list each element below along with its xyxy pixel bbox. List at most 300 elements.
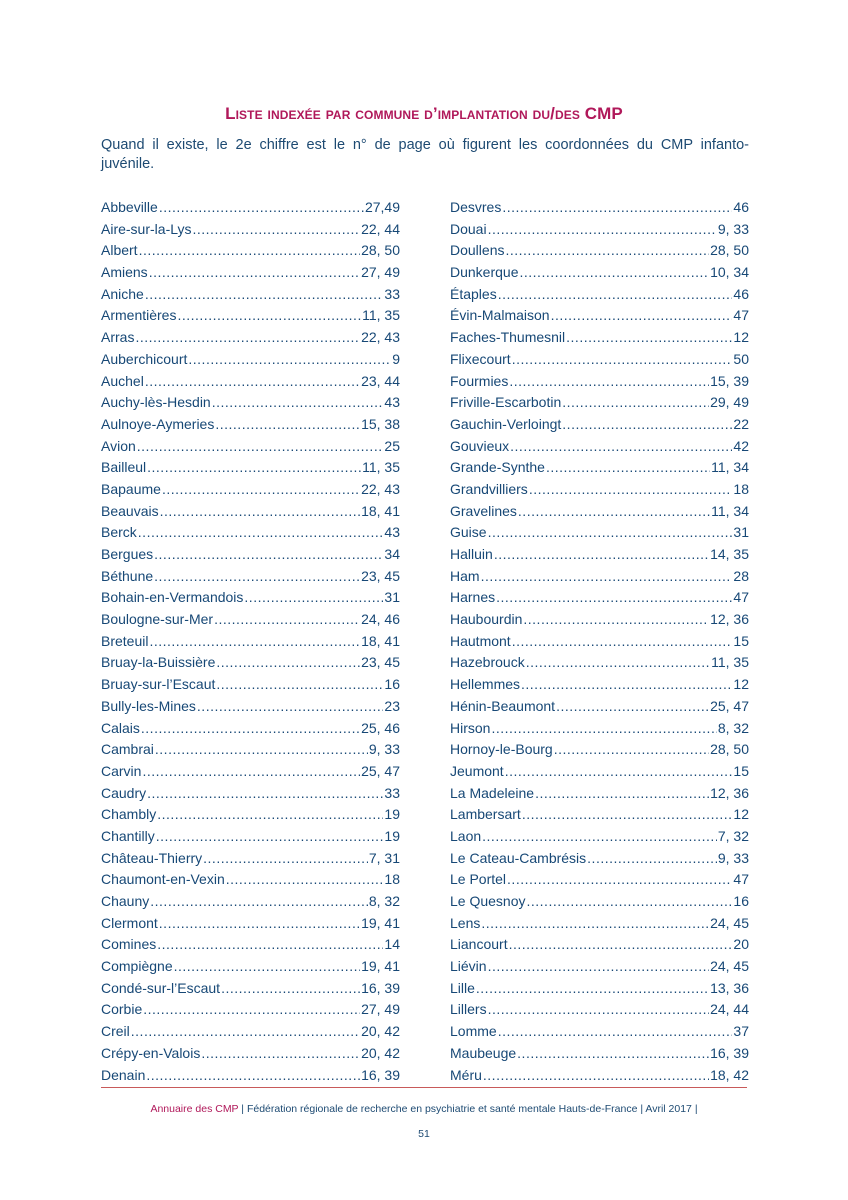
- page-references: 47: [733, 307, 749, 324]
- index-entry: [450, 631, 749, 653]
- index-entry: [450, 761, 749, 783]
- index-entry: [450, 869, 749, 891]
- page-references: 23, 45: [361, 567, 400, 584]
- dot-leader: [505, 761, 733, 783]
- commune-name: Abbeville: [101, 199, 158, 215]
- dot-leader: [159, 197, 364, 219]
- page-references: 28: [733, 567, 749, 584]
- commune-name: Breteuil: [101, 632, 149, 649]
- index-entry: [450, 891, 749, 913]
- dot-leader: [156, 826, 384, 848]
- dot-leader: [488, 956, 709, 978]
- index-entry: [450, 587, 749, 609]
- page-references: 12: [733, 676, 749, 693]
- commune-name: Chambly: [101, 806, 157, 823]
- page-references: 28, 50: [710, 242, 749, 259]
- dot-leader: [488, 219, 717, 241]
- index-entry: [450, 349, 749, 371]
- dot-leader: [149, 262, 360, 284]
- index-entry: [101, 566, 400, 588]
- page-references: 11, 35: [711, 654, 749, 671]
- dot-leader: [177, 305, 361, 327]
- index-entry: [101, 392, 400, 414]
- page-references: 43: [384, 524, 400, 541]
- dot-leader: [160, 501, 360, 523]
- page-references: 16, 39: [710, 1044, 749, 1061]
- page-references: 46: [733, 285, 749, 302]
- page-references: 12: [733, 329, 749, 346]
- dot-leader: [149, 631, 360, 653]
- page-references: 25: [384, 437, 400, 454]
- index-entry: [101, 848, 400, 870]
- dot-leader: [201, 1043, 360, 1065]
- page-references: 42: [733, 437, 749, 454]
- page-references: 28, 50: [710, 741, 749, 758]
- dot-leader: [174, 956, 360, 978]
- page-references: 31: [384, 589, 400, 606]
- commune-name: Dunkerque: [450, 264, 519, 281]
- index-entry: [450, 978, 749, 1000]
- page-references: 22, 43: [361, 329, 400, 346]
- page-references: 46: [733, 199, 749, 215]
- page-references: 11, 34: [711, 502, 749, 519]
- page-references: 24, 45: [710, 914, 749, 931]
- commune-name: Gouvieux: [450, 437, 510, 454]
- commune-name: Aniche: [101, 285, 144, 302]
- index-entry: [101, 761, 400, 783]
- index-entry: [450, 501, 749, 523]
- index-entry: [101, 240, 400, 262]
- commune-name: Hornoy-le-Bourg: [450, 741, 553, 758]
- commune-name: Doullens: [450, 242, 505, 259]
- index-entry: [450, 305, 749, 327]
- commune-name: Comines: [101, 936, 157, 953]
- commune-name: Chantilly: [101, 827, 155, 844]
- dot-leader: [154, 544, 383, 566]
- index-entry: [101, 414, 400, 436]
- index-entry: [450, 739, 749, 761]
- footer-organization: Fédération régionale de recherche en psychiatrie et santé mentale Hauts-de-France: [246, 1103, 638, 1115]
- page-references: 34: [384, 546, 400, 562]
- index-entry: [101, 479, 400, 501]
- commune-name: Bruay-sur-l’Escaut: [101, 676, 216, 693]
- commune-name: Amiens: [101, 264, 148, 281]
- commune-name: Gravelines: [450, 502, 517, 519]
- index-entry: [101, 262, 400, 284]
- dot-leader: [155, 739, 368, 761]
- page-references: 24, 45: [710, 958, 749, 975]
- index-entry: [101, 718, 400, 740]
- dot-leader: [203, 848, 368, 870]
- commune-name: Desvres: [450, 199, 502, 215]
- index-entry: [450, 999, 749, 1021]
- index-entry: [450, 652, 749, 674]
- commune-name: Auchel: [101, 372, 144, 389]
- dot-leader: [145, 284, 384, 306]
- index-entry: [101, 587, 400, 609]
- commune-name: Condé-sur-l’Escaut: [101, 979, 221, 996]
- index-column-left: [101, 197, 400, 1086]
- index-entry: [101, 826, 400, 848]
- page-references: 18: [733, 480, 749, 497]
- dot-leader: [197, 696, 384, 718]
- index-entry: [450, 219, 749, 241]
- page-references: 29, 49: [710, 394, 749, 411]
- index-entry: [101, 219, 400, 241]
- page-references: 10, 34: [710, 264, 749, 281]
- page-references: 19, 41: [361, 914, 400, 931]
- commune-name: Albert: [101, 242, 138, 259]
- page-references: 47: [733, 871, 749, 888]
- dot-leader: [518, 501, 710, 523]
- index-entry: [450, 934, 749, 956]
- dot-leader: [527, 891, 733, 913]
- commune-name: Armentières: [101, 307, 177, 324]
- index-entry: [450, 913, 749, 935]
- commune-name: Liancourt: [450, 936, 508, 953]
- page-references: 11, 35: [362, 459, 400, 476]
- index-entry: [101, 739, 400, 761]
- commune-name: Arras: [101, 329, 135, 346]
- dot-leader: [476, 978, 709, 1000]
- dot-leader: [505, 240, 709, 262]
- page-references: 22: [733, 415, 749, 432]
- page-references: 12, 36: [710, 784, 749, 801]
- dot-leader: [215, 414, 360, 436]
- page-references: 9, 33: [717, 220, 749, 237]
- dot-leader: [546, 457, 710, 479]
- dot-leader: [496, 587, 732, 609]
- dot-leader: [551, 305, 733, 327]
- commune-name: Harnes: [450, 589, 496, 606]
- index-entry: [101, 1065, 400, 1087]
- commune-name: Lille: [450, 979, 475, 996]
- commune-name: Carvin: [101, 762, 142, 779]
- commune-name: Le Cateau-Cambrésis: [450, 849, 587, 866]
- dot-leader: [135, 327, 360, 349]
- dot-leader: [162, 479, 360, 501]
- footer-divider: [101, 1087, 747, 1088]
- page-references: 18, 41: [361, 502, 400, 519]
- page-references: 33: [384, 285, 400, 302]
- dot-leader: [512, 631, 733, 653]
- page-references: 16: [384, 676, 400, 693]
- dot-leader: [529, 479, 733, 501]
- commune-name: Château-Thierry: [101, 849, 203, 866]
- dot-leader: [494, 544, 709, 566]
- index-entry: [450, 197, 749, 219]
- index-entry: [450, 240, 749, 262]
- index-entry: [101, 544, 400, 566]
- index-entry: [101, 522, 400, 544]
- dot-leader: [131, 1021, 360, 1043]
- page-references: 33: [384, 784, 400, 801]
- dot-leader: [212, 392, 384, 414]
- index-entry: [101, 327, 400, 349]
- page-references: 23, 44: [361, 372, 400, 389]
- commune-name: Lomme: [450, 1023, 497, 1040]
- index-entry: [450, 544, 749, 566]
- index-entry: [101, 652, 400, 674]
- commune-name: Compiègne: [101, 958, 173, 975]
- dot-leader: [214, 609, 360, 631]
- commune-name: Flixecourt: [450, 350, 511, 367]
- index-column-right: [450, 197, 749, 1086]
- dot-leader: [522, 804, 733, 826]
- commune-name: Lambersart: [450, 806, 521, 823]
- index-entry: [450, 1065, 749, 1087]
- page-references: 24, 46: [361, 611, 400, 628]
- page-references: 50: [733, 350, 749, 367]
- dot-leader: [150, 891, 368, 913]
- page-number: 51: [418, 1128, 430, 1140]
- commune-name: Lens: [450, 914, 481, 931]
- commune-name: Cambrai: [101, 741, 154, 758]
- commune-name: Aire-sur-la-Lys: [101, 220, 192, 237]
- dot-leader: [510, 436, 732, 458]
- dot-leader: [521, 674, 732, 696]
- dot-leader: [509, 371, 709, 393]
- index-entry: [450, 392, 749, 414]
- commune-name: Aulnoye-Aymeries: [101, 415, 215, 432]
- commune-name: Hazebrouck: [450, 654, 525, 671]
- commune-name: Bergues: [101, 546, 154, 562]
- commune-name: Ham: [450, 567, 480, 584]
- commune-name: Calais: [101, 719, 140, 736]
- dot-leader: [562, 414, 732, 436]
- dot-leader: [498, 1021, 733, 1043]
- commune-name: Halluin: [450, 546, 493, 562]
- footer-separator: |: [238, 1103, 247, 1115]
- index-entry: [450, 371, 749, 393]
- dot-leader: [157, 804, 383, 826]
- dot-leader: [535, 783, 709, 805]
- dot-leader: [226, 869, 384, 891]
- page-title: Liste indexée par commune d’implantation du/des CMP: [225, 104, 623, 123]
- index-entry: [101, 349, 400, 371]
- page-references: 8, 32: [717, 719, 749, 736]
- index-entry: [101, 457, 400, 479]
- page-references: 47: [733, 589, 749, 606]
- commune-name: Creil: [101, 1023, 130, 1040]
- page-references: 20, 42: [361, 1023, 400, 1040]
- dot-leader: [509, 934, 733, 956]
- commune-name: Bailleul: [101, 459, 147, 476]
- commune-name: Friville-Escarbotin: [450, 394, 562, 411]
- dot-leader: [562, 392, 709, 414]
- index-entry: [450, 327, 749, 349]
- index-entry: [101, 197, 400, 219]
- commune-name: Laon: [450, 827, 482, 844]
- commune-name: Bully-les-Mines: [101, 697, 196, 714]
- index-entry: [101, 674, 400, 696]
- index-entry: [101, 609, 400, 631]
- page-references: 9, 33: [368, 741, 400, 758]
- page-references: 18, 41: [361, 632, 400, 649]
- dot-leader: [520, 262, 710, 284]
- index-entry: [450, 783, 749, 805]
- page-references: 19: [384, 827, 400, 844]
- dot-leader: [498, 284, 733, 306]
- index-entry: [450, 457, 749, 479]
- page-references: 23, 45: [361, 654, 400, 671]
- page-references: 18, 42: [710, 1066, 749, 1083]
- index-entry: [450, 609, 749, 631]
- commune-name: Hénin-Beaumont: [450, 697, 556, 714]
- footer: [0, 1103, 848, 1115]
- dot-leader: [488, 522, 733, 544]
- dot-leader: [143, 999, 360, 1021]
- index-entry: [101, 934, 400, 956]
- index-entry: [101, 284, 400, 306]
- commune-name: Auberchicourt: [101, 350, 188, 367]
- index-entry: [101, 999, 400, 1021]
- commune-name: Évin-Malmaison: [450, 307, 550, 324]
- page-references: 9, 33: [717, 849, 749, 866]
- page-references: 12: [733, 806, 749, 823]
- dot-leader: [491, 718, 716, 740]
- index-entry: [450, 522, 749, 544]
- commune-name: Caudry: [101, 784, 147, 801]
- commune-name: Guise: [450, 524, 487, 541]
- dot-leader: [554, 739, 709, 761]
- page-references: 20, 42: [361, 1044, 400, 1061]
- dot-leader: [244, 587, 383, 609]
- dot-leader: [159, 913, 360, 935]
- commune-name: Lillers: [450, 1001, 487, 1018]
- index-entry: [101, 804, 400, 826]
- index-entry: [101, 501, 400, 523]
- page-references: 27, 49: [361, 264, 400, 281]
- page-references: 23: [384, 697, 400, 714]
- index-entry: [101, 436, 400, 458]
- index-entry: [101, 978, 400, 1000]
- dot-leader: [157, 934, 383, 956]
- index-entry: [450, 718, 749, 740]
- dot-leader: [221, 978, 360, 1000]
- index-entry: [450, 479, 749, 501]
- index-entry: [450, 956, 749, 978]
- commune-name: Bohain-en-Vermandois: [101, 589, 244, 606]
- dot-leader: [566, 327, 732, 349]
- page-references: 27, 49: [361, 1001, 400, 1018]
- footer-source: Annuaire des CMP: [150, 1103, 239, 1115]
- commune-name: Corbie: [101, 1001, 143, 1018]
- index-entry: [101, 371, 400, 393]
- page-references: 16: [733, 893, 749, 909]
- index-entry: [450, 804, 749, 826]
- index-entry: [450, 826, 749, 848]
- page-references: 11, 35: [362, 307, 400, 324]
- page-references: 9: [392, 350, 400, 367]
- index-entry: [450, 436, 749, 458]
- commune-name: Chauny: [101, 893, 150, 909]
- page-references: 31: [733, 524, 749, 541]
- page-references: 11, 34: [711, 459, 749, 476]
- commune-name: Haubourdin: [450, 611, 523, 628]
- page-references: 15, 39: [710, 372, 749, 389]
- page-references: 18: [384, 871, 400, 888]
- dot-leader: [154, 566, 360, 588]
- index-entry: [101, 1043, 400, 1065]
- dot-leader: [216, 674, 383, 696]
- index-entry: [101, 1021, 400, 1043]
- index-entry: [450, 284, 749, 306]
- dot-leader: [507, 869, 732, 891]
- index-entry: [450, 414, 749, 436]
- intro-note: Quand il existe, le 2e chiffre est le n° de page où figurent les coordonnées du CMP infanto-juvénile.: [101, 137, 749, 172]
- commune-name: Denain: [101, 1066, 146, 1083]
- page-references: 7, 32: [717, 827, 749, 844]
- dot-leader: [145, 371, 360, 393]
- page-references: 7, 31: [368, 849, 400, 866]
- page-references: 25, 47: [361, 762, 400, 779]
- dot-leader: [517, 1043, 709, 1065]
- dot-leader: [141, 718, 360, 740]
- index-entry: [101, 913, 400, 935]
- page-references: 8, 32: [368, 893, 400, 909]
- commune-name: Gauchin-Verloingt: [450, 415, 562, 432]
- page-references: 27,49: [364, 199, 400, 215]
- index-entry: [450, 1043, 749, 1065]
- index-entry: [101, 783, 400, 805]
- page-references: 16, 39: [361, 1066, 400, 1083]
- page-references: 15: [733, 762, 749, 779]
- index-entry: [101, 631, 400, 653]
- dot-leader: [139, 240, 360, 262]
- commune-name: Chaumont-en-Vexin: [101, 871, 225, 888]
- index-entry: [450, 674, 749, 696]
- index-entry: [450, 696, 749, 718]
- dot-leader: [216, 652, 360, 674]
- page-references: 28, 50: [361, 242, 400, 259]
- commune-name: Douai: [450, 220, 487, 237]
- commune-name: Auchy-lès-Hesdin: [101, 394, 211, 411]
- page-references: 14: [384, 936, 400, 953]
- page-references: 22, 44: [361, 220, 400, 237]
- index-entry: [101, 305, 400, 327]
- page-references: 20: [733, 936, 749, 953]
- commune-name: Grandvilliers: [450, 480, 528, 497]
- footer-separator: |: [637, 1103, 646, 1115]
- commune-name: Hellemmes: [450, 676, 521, 693]
- commune-name: Bapaume: [101, 480, 161, 497]
- dot-leader: [556, 696, 709, 718]
- dot-leader: [137, 436, 384, 458]
- commune-name: Béthune: [101, 567, 154, 584]
- dot-leader: [193, 219, 361, 241]
- dot-leader: [481, 913, 709, 935]
- page-references: 14, 35: [710, 546, 749, 562]
- commune-name: Berck: [101, 524, 137, 541]
- commune-name: Avion: [101, 437, 136, 454]
- commune-name: Maubeuge: [450, 1044, 517, 1061]
- dot-leader: [483, 1065, 709, 1087]
- commune-name: La Madeleine: [450, 784, 535, 801]
- dot-leader: [147, 783, 383, 805]
- commune-name: Crépy-en-Valois: [101, 1044, 201, 1061]
- dot-leader: [147, 457, 361, 479]
- page-references: 37: [733, 1023, 749, 1040]
- index-entry: [101, 956, 400, 978]
- commune-name: Méru: [450, 1066, 482, 1083]
- page-references: 25, 46: [361, 719, 400, 736]
- page-references: 13, 36: [710, 979, 749, 996]
- page-references: 19, 41: [361, 958, 400, 975]
- index-entry: [450, 262, 749, 284]
- commune-name: Jeumont: [450, 762, 504, 779]
- commune-name: Bruay-la-Buissière: [101, 654, 216, 671]
